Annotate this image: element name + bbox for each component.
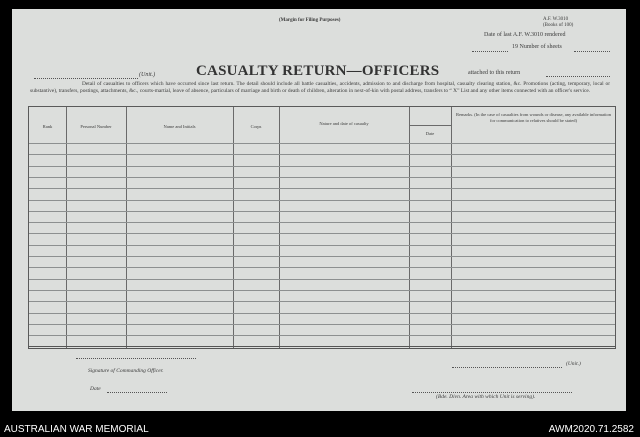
bde-line — [412, 392, 572, 393]
attached-blank-line — [546, 76, 610, 77]
table-row-line — [29, 143, 615, 144]
date-subheader-line — [409, 125, 451, 126]
table-bottom-rule — [28, 346, 616, 347]
header-rank: Rank — [42, 124, 53, 129]
header-personal-number: Personal Number — [80, 124, 112, 129]
table-row-line — [29, 154, 615, 155]
date-rendered-label: Date of last A.F. W.3010 rendered — [484, 32, 566, 38]
table-row-line — [29, 245, 615, 246]
form-code: A.F. W.3010 — [543, 17, 569, 22]
footer-source: AUSTRALIAN WAR MEMORIAL — [4, 424, 149, 435]
year-blank-line — [472, 51, 508, 52]
margin-note: (Margin for Filing Purposes) — [279, 18, 341, 23]
unit-signature-label: (Unit.) — [566, 361, 581, 367]
header-nature: Nature and date of casualty — [319, 121, 369, 126]
header-name: Name and Initials — [163, 124, 196, 129]
table-row-line — [29, 279, 615, 280]
table-row-line — [29, 324, 615, 325]
signature-label: Signature of Commanding Officer. — [88, 368, 164, 374]
date-label: Date — [90, 386, 101, 392]
table-row-line — [29, 256, 615, 257]
table-row-line — [29, 313, 615, 314]
table-row-line — [29, 211, 615, 212]
instructions-paragraph: Detail of casualties to officers which have occurred since last return. The detail should include all battle casualties, accidents, admission to and discharge from hospital, casualty clearing station, &c. Promotions (acting, temporary, local or substantive), transfers, postings, attachments, &c., courts-martial, leave of absence, particulars of marriage and birth or death of children, alteration in next-of-kin with postal address, transfers to “ X” List and any other items connected with an officer's service. — [30, 81, 610, 95]
header-remarks: Remarks. (In the case of casualties from wounds or disease, any available information for communication to relatives should be stated) — [456, 112, 611, 123]
year-sheets-label: 19 Number of sheets — [512, 44, 562, 50]
table-row-line — [29, 188, 615, 189]
attached-label: attached to this return — [468, 70, 521, 76]
table-row-line — [29, 222, 615, 223]
bde-label: (Bde. Divn. Area with which Unit is serving). — [436, 394, 536, 400]
footer-accession: AWM2020.71.2582 — [548, 424, 634, 435]
unit-label: (Unit.) — [139, 72, 156, 78]
date-blank-line — [107, 392, 167, 393]
header-corps: Corps — [250, 124, 262, 129]
table-row-line — [29, 177, 615, 178]
header-date: Date — [425, 131, 435, 136]
unit-blank-line — [34, 78, 138, 79]
signature-line — [76, 358, 196, 359]
table-row-line — [29, 335, 615, 336]
table-row-line — [29, 301, 615, 302]
table-row-line — [29, 166, 615, 167]
page-title: CASUALTY RETURN—OFFICERS — [196, 63, 440, 79]
table-row-line — [29, 267, 615, 268]
form-sheet — [12, 9, 626, 411]
table-row-line — [29, 290, 615, 291]
unit-signature-line — [452, 367, 562, 368]
casualty-table — [28, 106, 616, 349]
table-row-line — [29, 200, 615, 201]
form-books: (Books of 100) — [543, 23, 574, 28]
sheets-blank-line — [574, 51, 610, 52]
table-row-line — [29, 233, 615, 234]
table-bottom-rule — [28, 348, 616, 349]
form-code-block — [543, 17, 573, 29]
